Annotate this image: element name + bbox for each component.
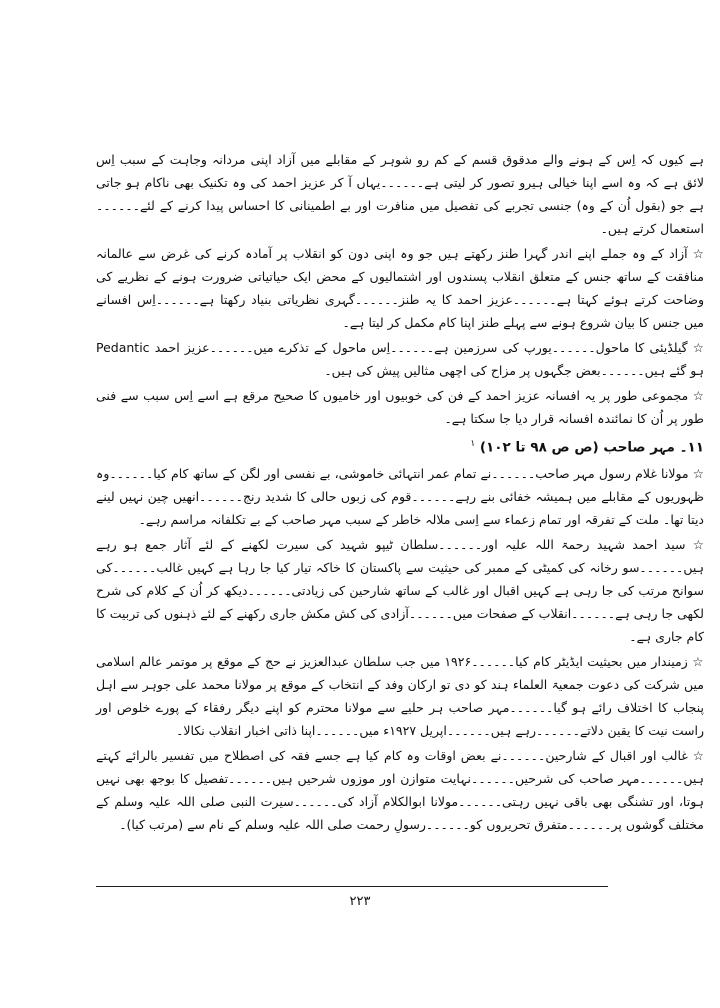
paragraph-3: ☆ گیلڈیئی کا ماحول۔۔۔۔۔۔یورپ کی سرزمین ہے۔۔۔۔۔۔اِس ماحول کے تذکرے میں۔۔۔۔۔۔عزیز احمد Pedantic ہو گئے ہیں۔۔۔۔۔۔بعض جگہوں پر مزاح کی اچھی مثالیں پیش کی ہیں۔ bbox=[96, 340, 704, 378]
section-heading-text: ۱۱۔ مہر صاحب (ص ص ۹۸ تا ۱۰۲) bbox=[479, 439, 704, 456]
paragraph-8: ☆ غالب اور اقبال کے شارحین۔۔۔۔۔۔نے بعض اوقات وہ کام کیا ہے جسے فقہ کی اصطلاح میں تفسیر بالرائے کہتے ہیں۔۔۔۔۔۔مہر صاحب کی شرحیں۔۔۔۔۔۔نہایت متوازن اور موزوں شرحیں ہیں۔۔۔۔۔۔تفصیل کا بوجھ بھی نہیں ہوتا، اور تشنگی بھی باقی نہیں رہتی۔۔۔۔۔۔مولانا ابوالکلام آزاد کی۔۔۔۔۔۔سیرت النبی صلی اللہ علیہ وسلم کے مختلف گوشوں پر۔۔۔۔۔۔متفرق تحریروں کو۔۔۔۔۔۔رسولِ رحمت صلی اللہ علیہ وسلم کے نام سے (مرتب کیا)۔ bbox=[96, 747, 704, 832]
paragraph-2: ☆ آزاد کے وہ جملے اپنے اندر گہرا طنز رکھتے ہیں جو وہ اپنی دون کو انقلاب پر آمادہ کرنے کی غرض سے عالمانہ منافقت کے ساتھ جنس کے متعلق انقلاب پسندوں اور اشتمالیوں کے محض ایک حیاتیاتی ضرورت ہونے کے نظریے کی وضاحت کرتے ہوئے کہتا ہے۔۔۔۔۔۔عزیز احمد کا یہ طنز۔۔۔۔۔۔گہری نظریاتی بنیاد رکھتا ہے۔۔۔۔۔۔اِس افسانے میں جنس کا بیان شروع ہونے سے پہلے طنز اپنا کام مکمل کر لیتا ہے۔ bbox=[96, 246, 704, 330]
page-number: ۲۲۳ bbox=[349, 894, 371, 909]
page-body bbox=[96, 148, 704, 838]
paragraph-6: ☆ سید احمد شہید رحمۃ اللہ علیہ اور۔۔۔۔۔۔سلطان ٹیپو شہید کی سیرت لکھنے کے لئے آثار جمع ہو رہے ہیں۔۔۔۔۔۔سو رخانہ کی کمیٹی کے ممبر کی حیثیت سے پاکستان کا خاکہ تیار کیا جا رہا ہے کہیں غالب۔۔۔۔۔۔کی سوانح مرتب کی جا رہی ہے کہیں اقبال اور غالب کے ساتھ شارحین کی زیادتی۔۔۔۔۔۔دیکھ کر اُن کے کلام کی شرح لکھی جا رہی ہے۔۔۔۔۔۔انقلاب کے صفحات میں۔۔۔۔۔۔آزادی کی کش مکش جاری رکھنے کے لئے ذہنوں کی تربیت کا کام جاری ہے۔ bbox=[96, 536, 704, 644]
section-heading bbox=[96, 432, 704, 460]
paragraph-1: ہے کیوں کہ اِس کے ہونے والے مدقوق قسم کے کم رو شوہر کے مقابلے میں آزاد اپنی مردانہ وجاہت کے سبب اِس لائق ہے کہ وہ اسے اپنا خیالی ہیرو تصور کر لیتی ہے۔۔۔۔۔۔یہاں آ کر عزیز احمد کی وہ تکنیک بھی ناکام ہو جاتی ہے جو (بقول اُن کے وہ) جنسی تجربے کی تفصیل میں منافرت اور بے اطمینانی کا احساس پیدا کرنے کے لئے۔۔۔۔۔۔استعمال کرتے ہیں۔ bbox=[96, 152, 704, 236]
footer-divider bbox=[96, 886, 608, 887]
footnote-marker: ۱ bbox=[470, 439, 476, 449]
paragraph-7: ☆ زمیندار میں بحیثیت ایڈیٹر کام کیا۔۔۔۔۔۔۱۹۲۶ میں جب سلطان عبدالعزیز نے حج کے موقع پر موتمر عالم اسلامی میں شرکت کی دعوت جمعیۃ العلماء ہند کو دی تو ارکان وفد کے انتخاب کے موقع پر مولانا محمد علی جوہر سے اہل پنجاب کا اختلاف رائے ہو گیا۔۔۔۔۔۔مہر صاحب ہر حلیے سے مولانا محترم کو اپنے دیگر رفقاء کے پورے خلوص اور راست نیت کا یقین دلاتے۔۔۔۔۔۔رہے ہیں۔۔۔۔۔۔اپریل ۱۹۲۷ء میں۔۔۔۔۔۔اپنا ذاتی اخبار انقلاب نکالا۔ bbox=[96, 653, 704, 738]
paragraph-4: ☆ مجموعی طور پر یہ افسانہ عزیز احمد کے فن کی خوبیوں اور خامیوں کا صحیح مرقع ہے اسے اِس سبب سے فنی طور پر اُن کا نمائندہ افسانہ قرار دیا جا سکتا ہے۔ bbox=[96, 388, 704, 426]
paragraph-5: ☆ مولانا غلام رسول مہر صاحب۔۔۔۔۔۔نے تمام عمر انتہائی خاموشی، بے نفسی اور لگن کے ساتھ کام کیا۔۔۔۔۔۔وہ ظہوریوں کے مقابلے میں ہمیشہ خفائی بنے رہے۔۔۔۔۔۔قوم کی زبوں حالی کا شدید رنج۔۔۔۔۔۔انھیں چین نہیں لینے دیتا تھا۔ ملت کے تفرقہ اور تمام زعماء سے اِسی ملالہ خاطر کے سبب مہر صاحب کے بے تکلفانہ مراسم رہے۔ bbox=[96, 465, 704, 527]
